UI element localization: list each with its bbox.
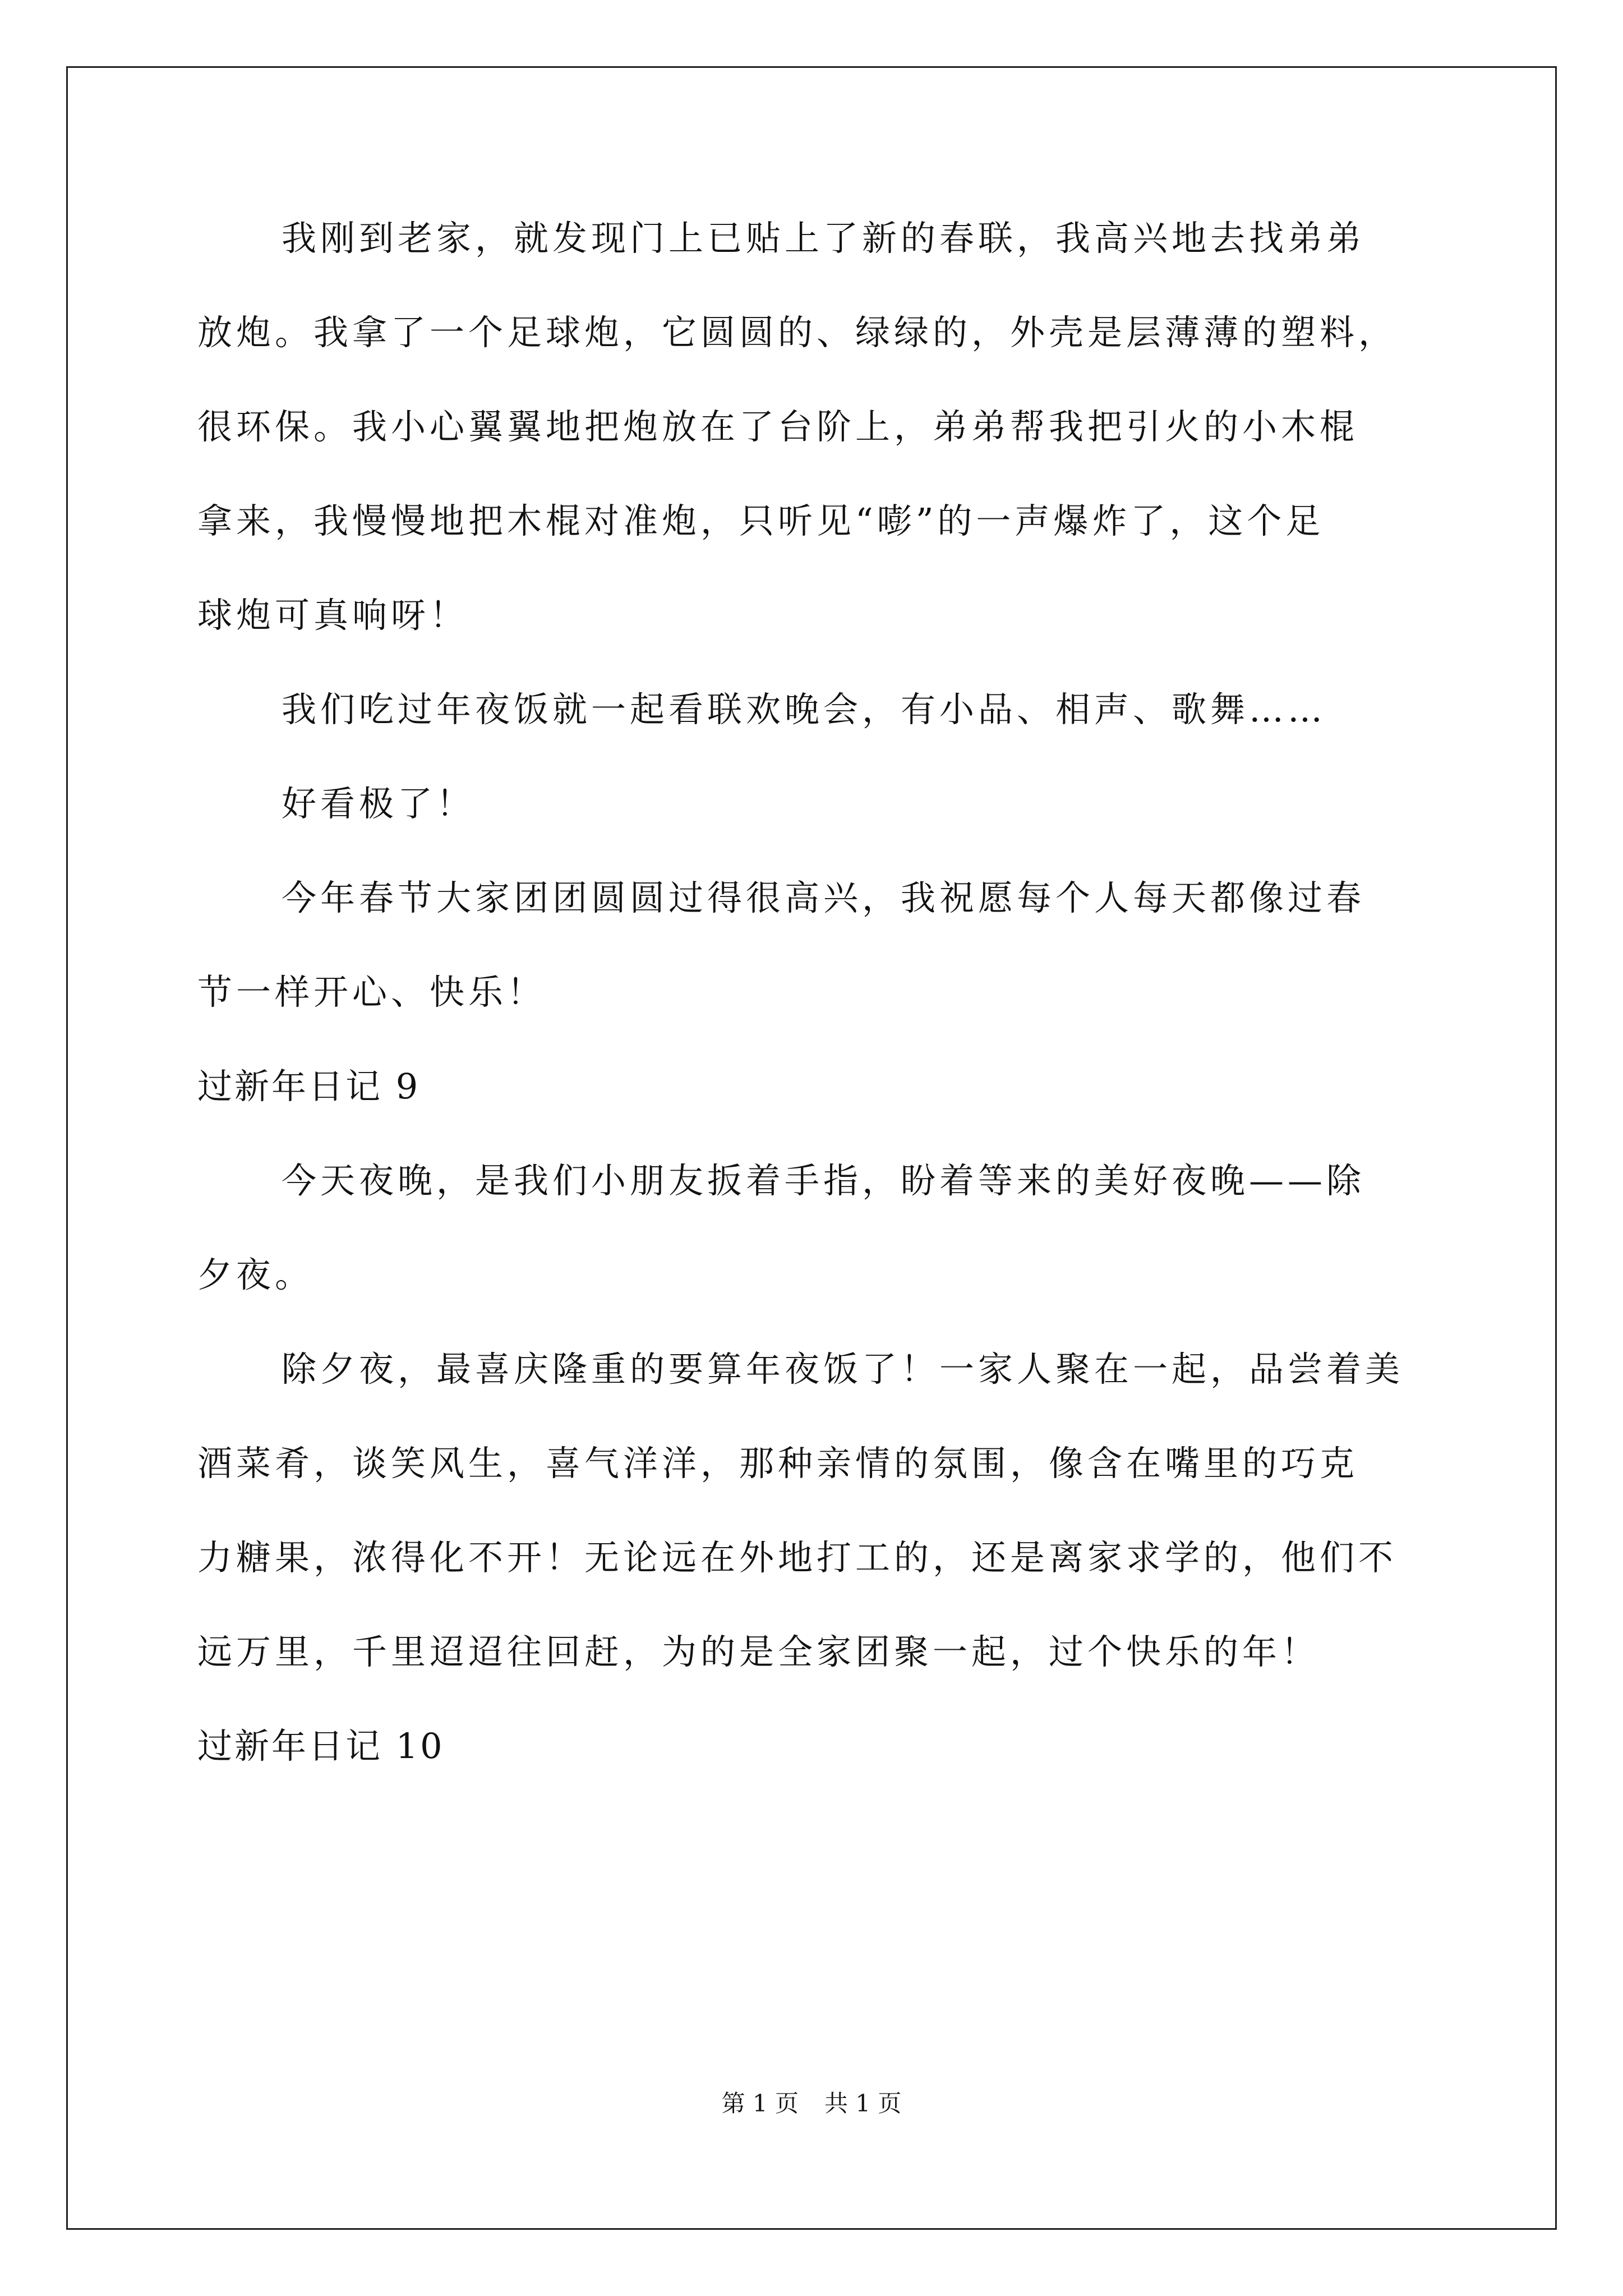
paragraph-line: 节一样开心、快乐！ [197, 972, 546, 1013]
page-number-current: 第 1 页 [721, 2090, 799, 2117]
page-number-total: 共 1 页 [824, 2090, 902, 2117]
section-heading: 过新年日记 10 [197, 1726, 445, 1766]
paragraph-line: 除夕夜，最喜庆隆重的要算年夜饭了！一家人聚在一起，品尝着美 [282, 1349, 1404, 1389]
paragraph-line: 拿来，我慢慢地把木棍对准炮，只听见“嘭”的一声爆炸了，这个足 [197, 500, 1325, 541]
paragraph-line: 放炮。我拿了一个足球炮，它圆圆的、绿绿的，外壳是层薄薄的塑料， [197, 312, 1398, 353]
paragraph-line: 力糖果，浓得化不开！无论远在外地打工的，还是离家求学的，他们不 [197, 1537, 1398, 1578]
paragraph-line: 今年春节大家团团圆圆过得很高兴，我祝愿每个人每天都像过春 [282, 877, 1366, 918]
paragraph-line: 我刚到老家，就发现门上已贴上了新的春联，我高兴地去找弟弟 [282, 218, 1366, 259]
paragraph-line: 球炮可真响呀！ [197, 595, 469, 636]
paragraph-line: 远万里，千里迢迢往回赶，为的是全家团聚一起，过个快乐的年！ [197, 1631, 1320, 1672]
paragraph-line: 好看极了！ [282, 783, 476, 824]
paragraph-line: 夕夜。 [197, 1254, 314, 1295]
page-footer [0, 2087, 1623, 2120]
page-border [66, 66, 1557, 2230]
paragraph-line: 我们吃过年夜饭就一起看联欢晚会，有小品、相声、歌舞…… [282, 689, 1327, 730]
paragraph-line: 很环保。我小心翼翼地把炮放在了台阶上，弟弟帮我把引火的小木棍 [197, 406, 1359, 447]
paragraph-line: 今天夜晚，是我们小朋友扳着手指，盼着等来的美好夜晚——除 [282, 1160, 1366, 1201]
paragraph-line: 酒菜肴，谈笑风生，喜气洋洋，那种亲情的氛围，像含在嘴里的巧克 [197, 1443, 1359, 1484]
section-heading: 过新年日记 9 [197, 1066, 421, 1107]
